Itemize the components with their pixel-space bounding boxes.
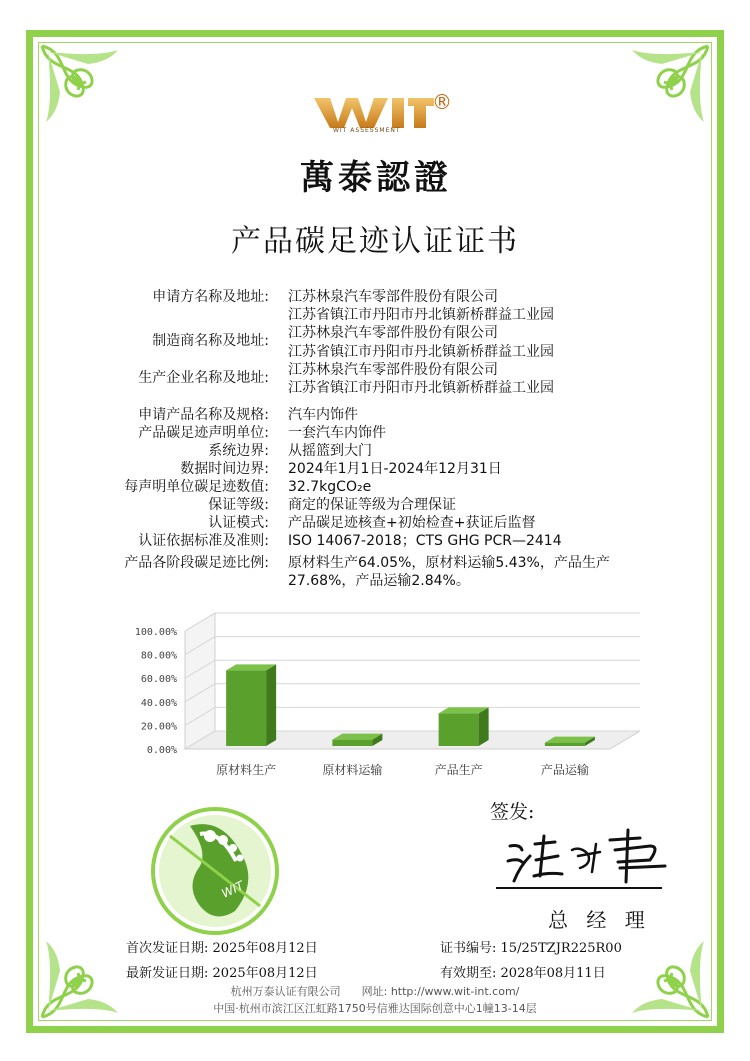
- bar-front: [439, 713, 479, 746]
- cert-number-row: [440, 937, 622, 956]
- system-boundary-label: 系统边界:: [208, 443, 269, 459]
- system-boundary-value: 从摇篮到大门: [288, 443, 372, 459]
- production-enterprise-label: 生产企业名称及地址:: [138, 370, 269, 386]
- bar: [332, 734, 382, 746]
- declared-unit-label: 产品碳足迹声明单位:: [138, 425, 269, 441]
- applicant-name: 江苏林泉汽车零部件股份有限公司: [288, 289, 498, 305]
- production-enterprise-address: 江苏省镇江市丹阳市丹北镇新桥群益工业园: [288, 380, 554, 396]
- manufacturer-address: 江苏省镇江市丹阳市丹北镇新桥群益工业园: [288, 344, 554, 360]
- logo-subtitle: WIT ASSESSMENT: [333, 127, 401, 134]
- x-tick-label: 原材料生产: [216, 763, 277, 777]
- latest-issue-label: 最新发证日期:: [126, 966, 209, 981]
- cert-number-label: 证书编号:: [440, 941, 497, 956]
- footer-company-line: [0, 983, 750, 999]
- y-tick-label: 60.00%: [140, 674, 177, 686]
- signer-title: 总 经 理: [548, 908, 651, 932]
- product-name-label: 申请产品名称及规格:: [138, 407, 269, 423]
- data-period-value: 2024年1月1日-2024年12月31日: [288, 461, 502, 477]
- stage-ratio-chart: [120, 606, 640, 786]
- y-tick-label: 80.00%: [140, 650, 177, 662]
- standards-label: 认证依据标准及准则:: [138, 533, 269, 549]
- first-issue-value: 2025年08月12日: [212, 941, 318, 956]
- stage-ratio-line-2: 27.68%，产品运输2.84%。: [288, 573, 470, 589]
- y-tick-label: 0.00%: [146, 745, 177, 756]
- data-period-label: 数据时间边界:: [180, 461, 269, 477]
- corner-ornament-top-right: [602, 42, 712, 152]
- footprint-value: 32.7kgCO₂e: [288, 479, 372, 495]
- y-tick-label: 40.00%: [140, 697, 177, 709]
- certification-mode-label: 认证模式:: [208, 515, 269, 531]
- certification-mode-value: 产品碳足迹核查+初始检查+获证后监督: [288, 515, 536, 531]
- gridline: [185, 637, 640, 655]
- assurance-level-label: 保证等级:: [208, 497, 269, 513]
- gridline: [185, 613, 640, 631]
- y-tick-label: 100.00%: [134, 627, 177, 638]
- manufacturer-label: 制造商名称及地址:: [152, 333, 269, 349]
- registered-mark: ®: [432, 90, 452, 114]
- x-tick-label: 产品运输: [540, 763, 589, 777]
- bar: [439, 707, 489, 746]
- product-name-value: 汽车内饰件: [288, 407, 358, 423]
- valid-until-label: 有效期至:: [440, 966, 497, 981]
- footer-website-label: 网址:: [361, 985, 388, 998]
- brand-name-cn: 萬泰認證: [300, 158, 452, 198]
- first-issue-date-row: [126, 937, 318, 956]
- valid-until-value: 2028年08月11日: [500, 966, 606, 981]
- production-enterprise-name: 江苏林泉汽车零部件股份有限公司: [288, 362, 498, 378]
- bar-front: [545, 743, 585, 746]
- cert-number-value: 15/25TZJR225R00: [500, 941, 622, 956]
- assurance-level-value: 商定的保证等级为合理保证: [288, 497, 456, 513]
- valid-until-row: [440, 962, 606, 981]
- manufacturer-name: 江苏林泉汽车零部件股份有限公司: [288, 325, 498, 341]
- bar-side: [266, 664, 276, 746]
- latest-issue-value: 2025年08月12日: [212, 966, 318, 981]
- y-tick-label: 20.00%: [140, 721, 177, 733]
- footer-address: 中国·杭州市滨江区江虹路1750号信雅达国际创意中心1幢13-14层: [213, 1002, 537, 1015]
- bar-front: [226, 670, 266, 746]
- chart-side-wall: [185, 613, 215, 749]
- x-tick-label: 原材料运输: [322, 763, 383, 777]
- corner-ornament-top-left: [38, 42, 148, 152]
- seal-text: WIT: [219, 878, 246, 901]
- certificate-title: 产品碳足迹认证证书: [231, 224, 519, 259]
- handwritten-signature: [500, 826, 670, 886]
- x-tick-label: 产品生产: [434, 763, 483, 777]
- footprint-value-label: 每声明单位碳足迹数值:: [124, 479, 269, 495]
- bar-side: [479, 707, 489, 746]
- applicant-label: 申请方名称及地址:: [152, 289, 269, 305]
- issued-by-label: 签发:: [490, 801, 535, 823]
- declared-unit-value: 一套汽车内饰件: [288, 425, 386, 441]
- bar: [226, 664, 276, 746]
- standards-value: ISO 14067-2018；CTS GHG PCR—2414: [288, 533, 562, 549]
- footer-company: 杭州万泰认证有限公司: [230, 985, 341, 998]
- applicant-address: 江苏省镇江市丹阳市丹北镇新桥群益工业园: [288, 307, 554, 323]
- bar-front: [332, 740, 372, 746]
- stage-ratio-label: 产品各阶段碳足迹比例:: [124, 555, 269, 571]
- latest-issue-date-row: [126, 962, 318, 981]
- stage-ratio-line-1: 原材料生产64.05%，原材料运输5.43%，产品生产: [288, 555, 610, 571]
- first-issue-label: 首次发证日期:: [126, 941, 209, 956]
- footer-website-link[interactable]: http://www.wit-int.com/: [390, 985, 520, 998]
- footprint-seal-icon: [150, 806, 280, 936]
- signature-line: [496, 887, 662, 889]
